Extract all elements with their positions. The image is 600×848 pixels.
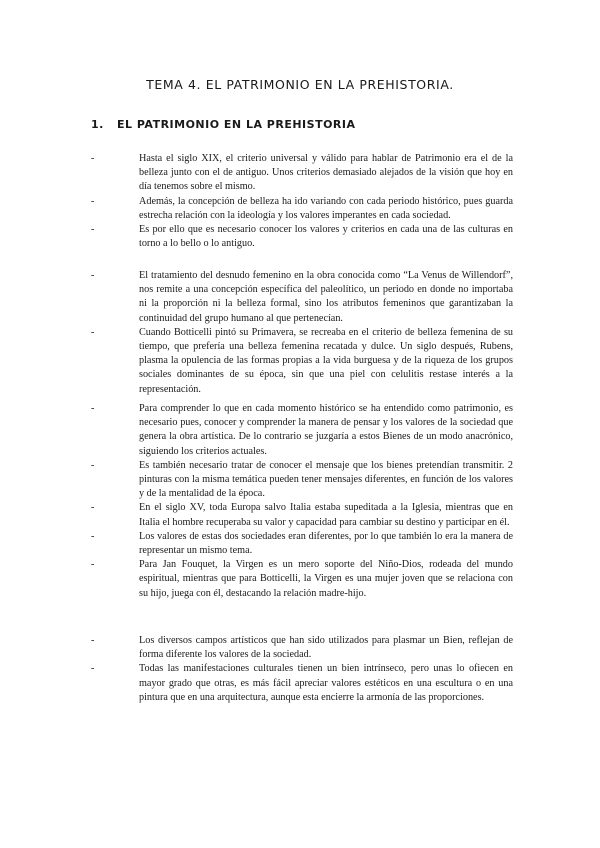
list-item-text: Todas las manifestaciones culturales tienen un bien intrínseco, pero unas lo ofiecen en mayor grado que otras, es más fácil apreciar valores estéticos en una escultura o en una pintura que en una arquitectura, aunque esta encierre la armonía de las proporciones. bbox=[139, 663, 513, 703]
bullet-group-1 bbox=[91, 152, 513, 251]
list-item-text: Hasta el siglo XIX, el criterio universal y válido para hablar de Patrimonio era el de la belleza junto con el de antiguo. Unos criterios demasiado alejados de la visión que hoy en día tenemos sobre el mismo. bbox=[139, 153, 513, 193]
list-item-text: Los valores de estas dos sociedades eran diferentes, por lo que también lo era la manera de representar un mismo tema. bbox=[139, 530, 513, 557]
list-item-text: El tratamiento del desnudo femenino en la obra conocida como “La Venus de Willendorf”, nos remite a una concepción específica del paleolítico, un periodo en donde no importaba ni la proporción ni la belleza formal, sino los atributos femeninos que garantizaban la continuidad del grupo humano al que pertenecían. bbox=[139, 270, 513, 324]
list-item bbox=[91, 269, 513, 326]
list-item-text: Para Jan Fouquet, la Virgen es un mero soporte del Niño-Dios, rodeada del mundo espiritual, mientras que para Botticelli, la Virgen es una mujer joven que se relaciona con su hijo, juega con él, destacando la relación madre-hijo. bbox=[139, 559, 513, 599]
bullet-dash: - bbox=[91, 195, 95, 207]
bullet-dash: - bbox=[91, 459, 95, 471]
bullet-dash: - bbox=[91, 403, 95, 414]
list-item-text: Para comprender lo que en cada momento histórico se ha entendido como patrimonio, es necesario pues, conocer y comprender la manera de pensar y los valores de la sociedad que genera la obra artística. De lo contrario se juzgaría a estos Bienes de un modo anacrónico, siguiendo los criterios actuales. bbox=[139, 403, 513, 457]
list-item bbox=[91, 558, 513, 601]
bullet-dash: - bbox=[91, 224, 95, 236]
list-item-text: Es por ello que es necesario conocer los valores y criterios en cada una de las culturas en torno a lo bello o lo antiguo. bbox=[139, 224, 513, 250]
page-title: TEMA 4. EL PATRIMONIO EN LA PREHISTORIA. bbox=[146, 77, 454, 92]
list-item-text: Cuando Botticelli pintó su Primavera, se recreaba en el criterio de belleza femenina de su tiempo, que prefería una belleza femenina recatada y dulce. Un siglo después, Rubens, plasma la opulencia de las formas propias a la vida burguesa y de la riqueza de los grupos sociales dominantes de su época, sin que una piel con celulitis restase interés a la representación. bbox=[139, 326, 513, 395]
bullet-dash: - bbox=[91, 530, 95, 542]
list-item bbox=[91, 501, 513, 529]
bullet-dash: - bbox=[91, 326, 95, 338]
list-item bbox=[91, 326, 513, 397]
list-item bbox=[91, 402, 513, 459]
list-item-text: Los diversos campos artísticos que han sido utilizados para plasmar un Bien, reflejan de forma diferente los valores de la sociedad. bbox=[139, 635, 513, 661]
list-item-text: En el siglo XV, toda Europa salvo Italia estaba supeditada a la Iglesia, mientras que en Italia el hombre recuperaba su valor y capacidad para cambiar su destino y participar en él. bbox=[139, 502, 513, 528]
list-item bbox=[91, 530, 513, 558]
bullet-group-2 bbox=[91, 269, 513, 397]
bullet-dash: - bbox=[91, 559, 95, 571]
bullet-group-4 bbox=[91, 634, 513, 705]
list-item bbox=[91, 152, 513, 195]
bullet-group-3 bbox=[91, 402, 513, 601]
list-item bbox=[91, 634, 513, 662]
list-item bbox=[91, 662, 513, 705]
section-title: EL PATRIMONIO EN LA PREHISTORIA bbox=[117, 118, 356, 131]
bullet-dash: - bbox=[91, 635, 95, 646]
list-item bbox=[91, 223, 513, 251]
bullet-dash: - bbox=[91, 663, 95, 675]
section-number: 1. bbox=[91, 118, 104, 131]
section-heading bbox=[91, 118, 356, 131]
list-item-text: Es también necesario tratar de conocer el mensaje que los bienes pretendían transmitir. 2 pinturas con la misma temática pueden tener mensajes diferentes, en función de los valores y de la mentalidad de la época. bbox=[139, 459, 513, 500]
bullet-dash: - bbox=[91, 270, 95, 281]
list-item bbox=[91, 195, 513, 223]
bullet-dash: - bbox=[91, 502, 95, 514]
bullet-dash: - bbox=[91, 153, 95, 164]
list-item-text: Además, la concepción de belleza ha ido variando con cada periodo histórico, pues guarda estrecha relación con la ideología y los valores imperantes en cada sociedad. bbox=[139, 195, 513, 221]
list-item bbox=[91, 459, 513, 502]
